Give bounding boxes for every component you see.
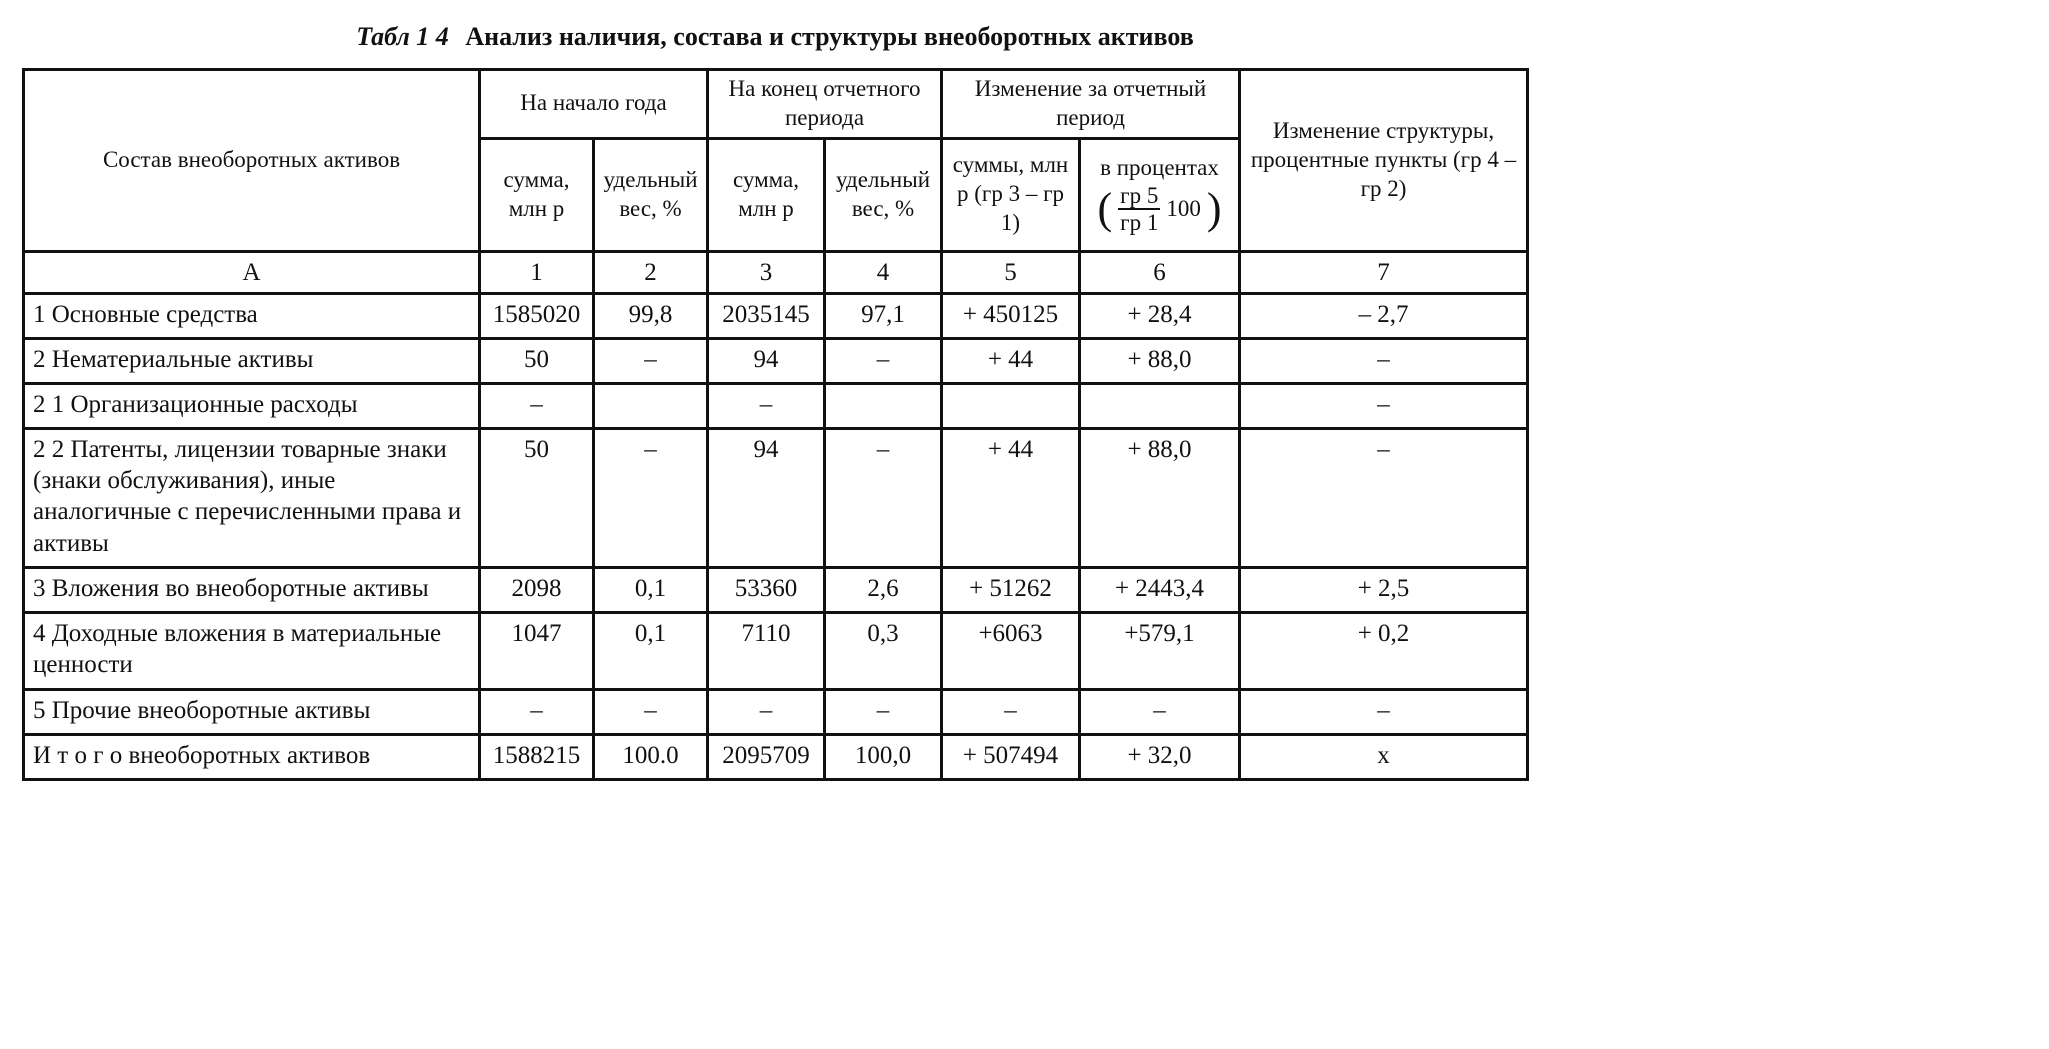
table-number: Табл 1 4 [356,22,449,51]
cell-value: – [594,689,708,734]
percent-label: в процентах [1100,154,1219,180]
row-name: 3 Вложения во внеоборотные активы [24,567,480,612]
row-name: 1 Основные средства [24,293,480,338]
cell-value: 100,0 [825,734,942,779]
cell-value: + 44 [942,338,1080,383]
cell-value: + 0,2 [1240,612,1528,689]
column-number: 7 [1240,251,1528,293]
cell-value: 100.0 [594,734,708,779]
cell-value: – [594,428,708,567]
cell-value: + 450125 [942,293,1080,338]
cell-value: 53360 [708,567,825,612]
cell-value: х [1240,734,1528,779]
table-row [24,689,1528,734]
cell-value [594,383,708,428]
cell-value: + 51262 [942,567,1080,612]
header-share-end: удельный вес, % [825,138,942,251]
header-structure-change: Изменение структуры, процентные пункты (гр 4 – гр 2) [1240,70,1528,252]
table-row-total [24,734,1528,779]
cell-value: 2035145 [708,293,825,338]
column-number: 2 [594,251,708,293]
cell-value: 1047 [480,612,594,689]
cell-value: – [1080,689,1240,734]
column-number: 1 [480,251,594,293]
cell-value: +579,1 [1080,612,1240,689]
header-composition: Состав внеоборотных активов [24,70,480,252]
formula-denominator: гр 1 [1120,209,1159,235]
cell-value [1080,383,1240,428]
cell-value: 1585020 [480,293,594,338]
header-share-start: удельный вес, % [594,138,708,251]
cell-value: – [825,338,942,383]
cell-value: 2,6 [825,567,942,612]
row-name: И т о г о внеоборотных активов [24,734,480,779]
cell-value: 2098 [480,567,594,612]
cell-value: – [825,428,942,567]
cell-value: 94 [708,338,825,383]
header-end-period: На конец отчетного периода [708,70,942,139]
row-name: 2 Нематериальные активы [24,338,480,383]
cell-value [942,383,1080,428]
cell-value: – [480,689,594,734]
column-number: 5 [942,251,1080,293]
cell-value: – [1240,689,1528,734]
header-start-year: На начало года [480,70,708,139]
header-sum-start: сумма, млн р [480,138,594,251]
table-row [24,338,1528,383]
cell-value: 50 [480,338,594,383]
header-percent-change [1080,138,1240,251]
cell-value: 0,1 [594,612,708,689]
column-numbers-row [24,251,1528,293]
cell-value: – [942,689,1080,734]
cell-value: – [825,689,942,734]
row-name: 5 Прочие внеоборотные активы [24,689,480,734]
cell-value: + 28,4 [1080,293,1240,338]
cell-value: 1588215 [480,734,594,779]
cell-value: + 32,0 [1080,734,1240,779]
table-row [24,567,1528,612]
formula-multiplier: 100 [1166,195,1201,221]
cell-value: – [1240,428,1528,567]
column-number: 4 [825,251,942,293]
cell-value: 0,3 [825,612,942,689]
cell-value: 97,1 [825,293,942,338]
formula-numerator: гр 5 [1118,183,1160,210]
table-row [24,612,1528,689]
table-caption [0,22,1550,52]
table-row [24,428,1528,567]
cell-value: – 2,7 [1240,293,1528,338]
row-name: 4 Доходные вложения в материальные ценности [24,612,480,689]
cell-value: – [708,689,825,734]
column-number: 3 [708,251,825,293]
cell-value: 94 [708,428,825,567]
cell-value: + 507494 [942,734,1080,779]
column-number: А [24,251,480,293]
percent-formula: ( гр 5 гр 1 100 ) [1097,182,1222,235]
cell-value: – [708,383,825,428]
cell-value: 2095709 [708,734,825,779]
cell-value: +6063 [942,612,1080,689]
cell-value: 0,1 [594,567,708,612]
cell-value: – [1240,338,1528,383]
table-row [24,383,1528,428]
cell-value: 7110 [708,612,825,689]
row-name: 2 1 Организационные расходы [24,383,480,428]
cell-value: + 2443,4 [1080,567,1240,612]
cell-value: – [1240,383,1528,428]
cell-value: 99,8 [594,293,708,338]
table-title: Анализ наличия, состава и структуры внеоборотных активов [465,22,1194,51]
header-sums-change: суммы, млн р (гр 3 – гр 1) [942,138,1080,251]
cell-value: + 88,0 [1080,428,1240,567]
cell-value: – [480,383,594,428]
row-name: 2 2 Патенты, лицензии товарные знаки (знаки обслуживания), иные аналогичные с перечисленными права и активы [24,428,480,567]
assets-table [22,68,1529,781]
header-sum-end: сумма, млн р [708,138,825,251]
cell-value: 50 [480,428,594,567]
cell-value: – [594,338,708,383]
cell-value: + 2,5 [1240,567,1528,612]
cell-value: + 44 [942,428,1080,567]
header-change-period: Изменение за отчетный период [942,70,1240,139]
column-number: 6 [1080,251,1240,293]
cell-value: + 88,0 [1080,338,1240,383]
cell-value [825,383,942,428]
table-row [24,293,1528,338]
